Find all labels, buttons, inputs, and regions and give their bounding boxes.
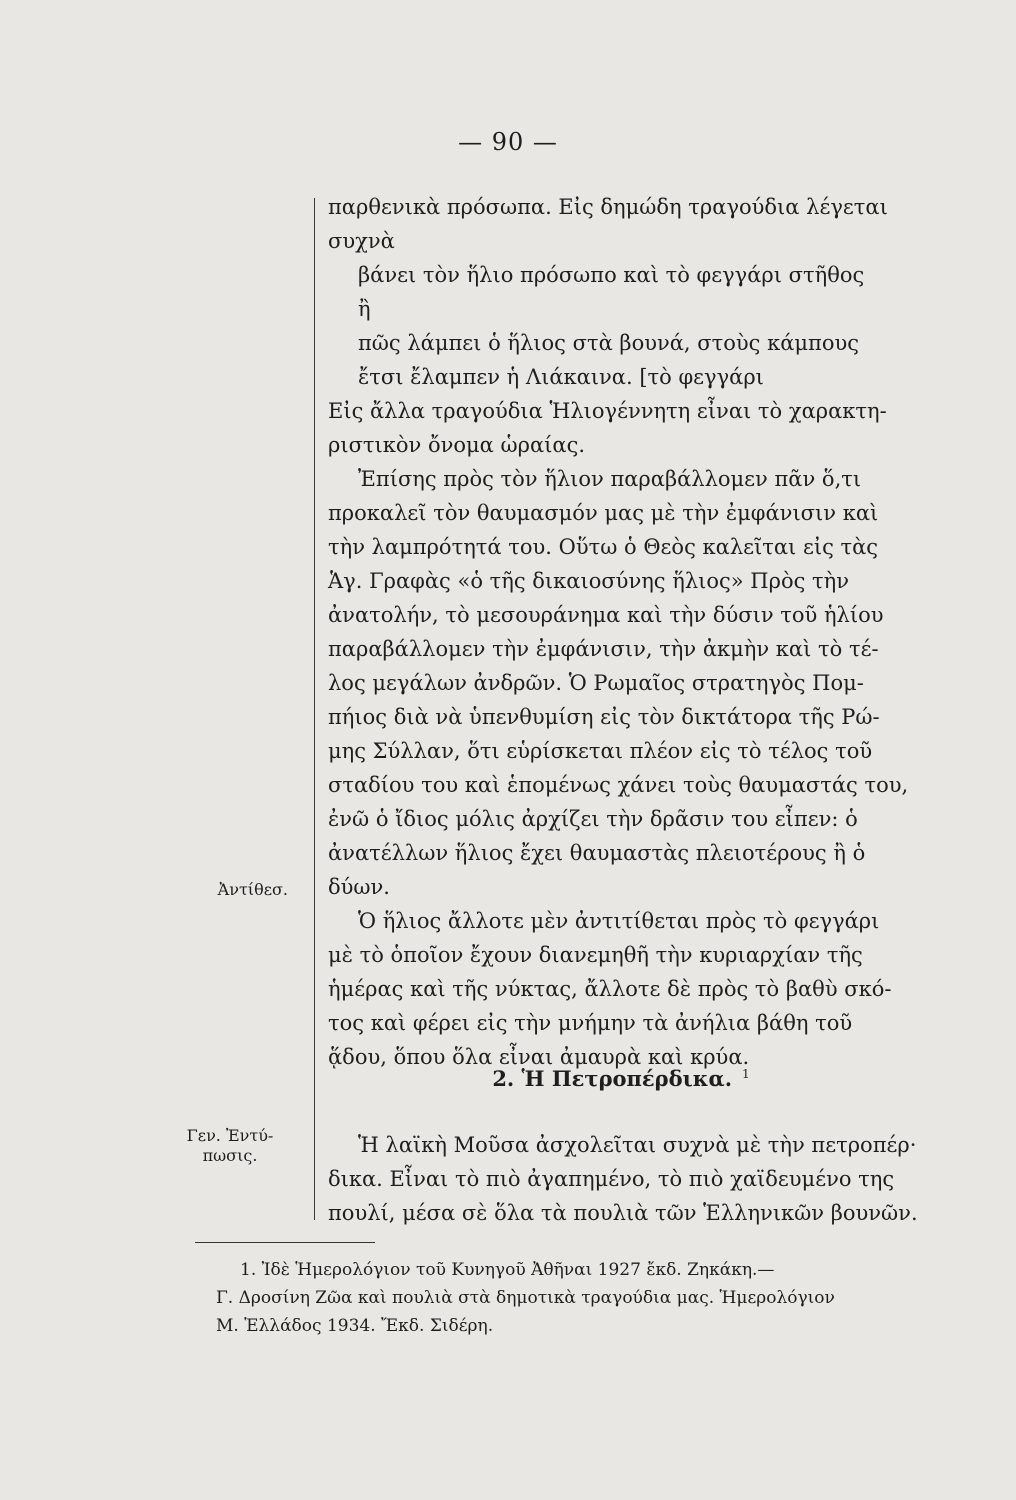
- text-line: παρθενικὰ πρόσωπα. Εἰς δημώδη τραγούδια λέγεται: [328, 195, 888, 219]
- footnote-rule: [195, 1242, 375, 1243]
- text-line: Ὁ ἥλιος ἄλλοτε μὲν ἀντιτίθεται πρὸς τὸ φεγγάρι: [358, 909, 880, 933]
- text-line: σταδίου του καὶ ἑπομένως χάνει τοὺς θαυμαστάς του,: [328, 773, 909, 797]
- text-line: συχνὰ: [328, 229, 395, 253]
- text-line: τος καὶ φέρει εἰς τὴν μνήμην τὰ ἀνήλια βάθη τοῦ: [328, 1011, 853, 1035]
- margin-note-antithesis: Ἀντίθεσ.: [217, 880, 288, 899]
- body-text: [328, 190, 914, 1074]
- text-line: ἐνῶ ὁ ἴδιος μόλις ἀρχίζει τὴν δρᾶσιν του εἶπεν: ὁ: [328, 807, 858, 831]
- text-line: λος μεγάλων ἀνδρῶν. Ὁ Ρωμαῖος στρατηγὸς Πομ-: [328, 671, 864, 695]
- footnote-ref: 1: [742, 1067, 750, 1081]
- text-line: ριστικὸν ὄνομα ὡραίας.: [328, 433, 586, 457]
- margin-rule: [314, 198, 315, 1220]
- text-line: ἡμέρας καὶ τῆς νύκτας, ἄλλοτε δὲ πρὸς τὸ βαθὺ σκό-: [328, 977, 892, 1001]
- footnote-line: Γ. Δροσίνη Ζῶα καὶ πουλιὰ στὰ δημοτικὰ τραγούδια μας. Ἡμερολόγιον: [216, 1288, 835, 1308]
- text-line: Ἁγ. Γραφὰς «ὁ τῆς δικαιοσύνης ἥλιος» Πρὸς τὴν: [328, 569, 849, 593]
- section-heading-text: 2. Ἡ Πετροπέρδικα.: [492, 1066, 733, 1091]
- verse-line: πῶς λάμπει ὁ ἥλιος στὰ βουνά, στοὺς κάμπους: [358, 331, 859, 355]
- text-line: ἀνατολήν, τὸ μεσουράνημα καὶ τὴν δύσιν τοῦ ἡλίου: [328, 603, 884, 627]
- text-line: ἀνατέλλων ἥλιος ἔχει θαυμαστὰς πλειοτέρους ἢ ὁ: [328, 841, 866, 865]
- text-line: Ἡ λαϊκὴ Μοῦσα ἀσχολεῖται συχνὰ μὲ τὴν πετροπέρ·: [358, 1133, 917, 1157]
- footnote-line: Μ. Ἑλλάδος 1934. Ἔκδ. Σιδέρη.: [216, 1316, 494, 1336]
- verse-line: βάνει τὸν ἥλιο πρόσωπο καὶ τὸ φεγγάρι στῆθος: [358, 263, 865, 287]
- verse-line: ἔτσι ἔλαμπεν ἡ Λιάκαινα. [τὸ φεγγάρι: [358, 365, 764, 389]
- page-number: — 90 —: [458, 128, 558, 156]
- text-line: πουλί, μέσα σὲ ὅλα τὰ πουλιὰ τῶν Ἑλληνικῶν βουνῶν.: [328, 1201, 918, 1225]
- text-line: τὴν λαμπρότητά του. Οὕτω ὁ Θεὸς καλεῖται εἰς τὰς: [328, 535, 879, 559]
- text-line: Ἐπίσης πρὸς τὸν ἥλιον παραβάλλομεν πᾶν ὅ,τι: [358, 467, 862, 491]
- footnote-line: 1. Ἰδὲ Ἡμερολόγιον τοῦ Κυνηγοῦ Ἀθῆναι 1927 ἔκδ. Ζηκάκη.—: [240, 1260, 775, 1280]
- verse-line: ἢ: [358, 297, 371, 321]
- text-line: μὲ τὸ ὁποῖον ἔχουν διανεμηθῆ τὴν κυριαρχίαν τῆς: [328, 943, 863, 967]
- text-line: δύων.: [328, 875, 390, 899]
- text-line: ᾅδου, ὅπου ὅλα εἶναι ἀμαυρὰ καὶ κρύα.: [328, 1045, 750, 1069]
- section-body: [328, 1128, 918, 1230]
- text-line: μης Σύλλαν, ὅτι εὑρίσκεται πλέον εἰς τὸ τέλος τοῦ: [328, 739, 873, 763]
- text-line: προκαλεῖ τὸν θαυμασμόν μας μὲ τὴν ἐμφάνισιν καὶ: [328, 501, 879, 525]
- text-line: Εἰς ἄλλα τραγούδια Ἡλιογέννητη εἶναι τὸ χαρακτη-: [328, 399, 887, 423]
- section-heading: [328, 1066, 914, 1091]
- text-line: πήιος διὰ νὰ ὑπενθυμίση εἰς τὸν δικτάτορα τῆς Ρώ-: [328, 705, 880, 729]
- text-line: δικα. Εἶναι τὸ πιὸ ἀγαπημένο, τὸ πιὸ χαϊδευμένο της: [328, 1167, 895, 1191]
- text-line: παραβάλλομεν τὴν ἐμφάνισιν, τὴν ἀκμὴν καὶ τὸ τέ-: [328, 637, 879, 661]
- margin-note-general: Γεν. Ἐντύ- πωσις.: [186, 1126, 274, 1165]
- footnotes: [216, 1256, 940, 1340]
